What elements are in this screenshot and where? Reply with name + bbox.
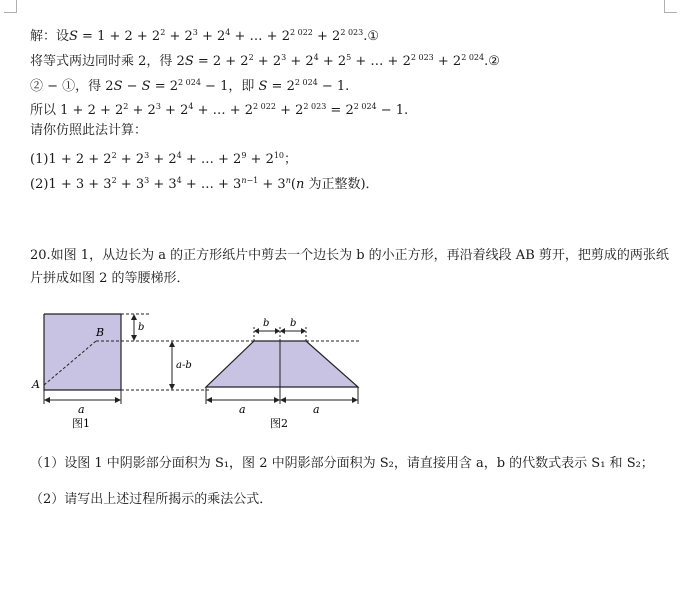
figure2-arrowhead — [301, 328, 306, 334]
solution-line-3: ② − ①，得 $2S - S = 2^{2 024} - 1$，即 $S = 2^{2 024} - 1$. — [30, 78, 350, 94]
question-20-sub-1: （1）设图 1 中阴影部分面积为 S₁，图 2 中阴影部分面积为 S₂，请直接用含 a，b 的代数式表示 S₁ 和 S₂； — [30, 456, 654, 471]
figure1-arrowhead — [169, 384, 175, 390]
figure2-arrowhead — [206, 397, 212, 403]
figure1-arrowhead — [131, 314, 137, 320]
figure2-arrowhead — [280, 397, 286, 403]
solution-prompt: 请你仿照此法计算： — [30, 123, 148, 138]
figure1-arrowhead — [131, 335, 137, 341]
figure2-label-a1: a — [239, 403, 246, 416]
problem-1: $(1)1 + 2 + 2^2 + 2^3 + 2^4$ + … + $2^9 + 2^{10}$； — [30, 151, 298, 167]
solution-line-4: 所以 $1 + 2 + 2^2 + 2^3 + 2^4$ + … + $2^{2 022} + 2^{2 023} = 2^{2 024} - 1$. — [30, 102, 409, 118]
figure2-arrowhead — [275, 328, 280, 334]
figure1-arrowhead — [44, 397, 50, 403]
question-20-sub-2: （2）请写出上述过程所揭示的乘法公式． — [30, 492, 273, 507]
figure2-label-b2: b — [290, 318, 297, 329]
figure2-shaded-trapezoid — [206, 341, 358, 387]
problem-2: $(2)1 + 3 + 3^2 + 3^3 + 3^4$ + … + $3^{n-1} + 3^n(n$ 为正整数)． — [30, 176, 379, 192]
figure1-label-B: B — [96, 326, 105, 339]
figure2-arrowhead — [352, 397, 358, 403]
solution-line-2: 将等式两边同时乘 2，得 $2S = 2 + 2^2 + 2^3 + 2^4 + 2^5$ + … + $2^{2 023}$ + $2^{2 024}.②$ — [30, 53, 500, 69]
figure2-arrowhead — [280, 328, 285, 334]
figure1-label-A: A — [32, 378, 40, 391]
figure1-label-ab: a-b — [176, 360, 192, 371]
figure2-arrowhead — [274, 397, 280, 403]
question-20-text: 20.如图 1，从边长为 a 的正方形纸片中剪去一个边长为 b 的小正方形，再沿着线段 AB 剪开，把剪成的两张纸片拼成如图 2 的等腰梯形． — [30, 248, 669, 286]
figure1-arrowhead — [115, 397, 121, 403]
figure1-caption: 图1 — [72, 417, 90, 430]
figure1-arrowhead — [169, 341, 175, 347]
solution-line-1: 解：设$S = 1 + 2 + 2^2 + 2^3 + 2^4$ + … + $2^{2 022}$ + $2^{2 023}.①$ — [30, 28, 380, 44]
figure2-arrowhead — [254, 328, 259, 334]
figure2-caption: 图2 — [270, 417, 288, 430]
figure1-label-b: b — [138, 322, 145, 333]
figure2-label-b1: b — [263, 318, 270, 329]
figure1-label-a: a — [78, 403, 85, 416]
figure2-label-a2: a — [313, 403, 320, 416]
